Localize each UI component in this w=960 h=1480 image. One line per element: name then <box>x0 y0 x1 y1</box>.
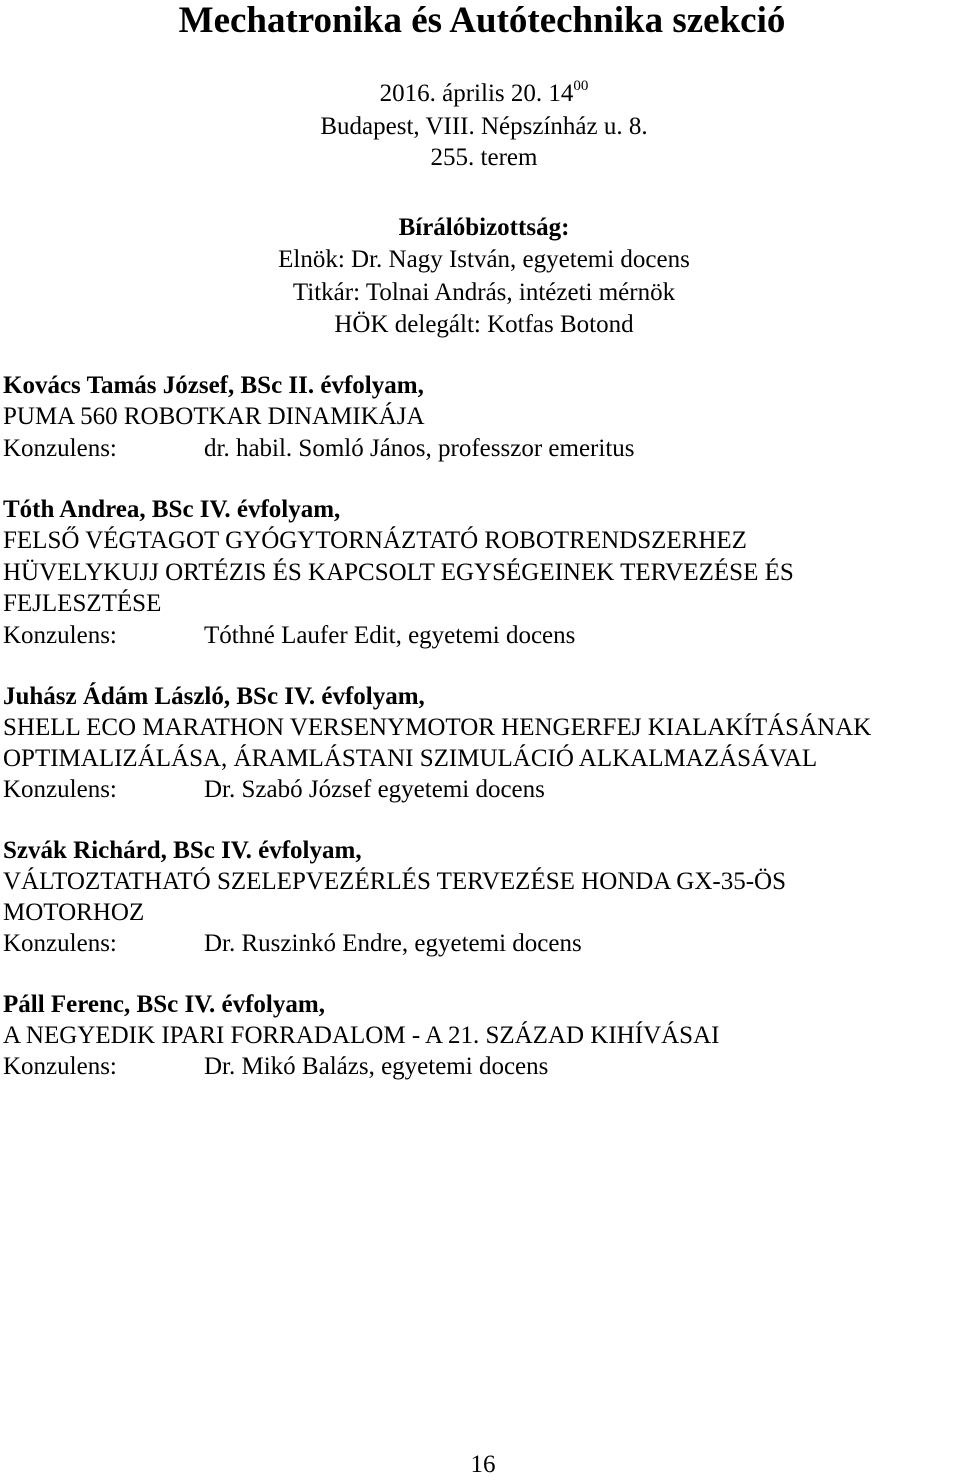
entry-author: Juhász Ádám László, BSc IV. évfolyam, <box>3 683 425 710</box>
entry-title-line: FEJLESZTÉSE <box>3 590 162 617</box>
entry-consultant <box>3 929 953 959</box>
committee-chair: Elnök: Dr. Nagy István, egyetemi docens <box>278 246 690 273</box>
entry-title-line: SHELL ECO MARATHON VERSENYMOTOR HENGERFEJ KIALAKÍTÁSÁNAK <box>3 714 872 741</box>
consultant-name: dr. habil. Somló János, professzor emeritus <box>204 435 635 462</box>
committee-secretary: Titkár: Tolnai András, intézeti mérnök <box>292 279 676 306</box>
consultant-label: Konzulens: <box>3 930 117 957</box>
session-room: 255. terem <box>430 144 538 171</box>
entry-author: Tóth Andrea, BSc IV. évfolyam, <box>3 496 341 523</box>
consultant-label: Konzulens: <box>3 435 117 462</box>
consultant-name: Dr. Mikó Balázs, egyetemi docens <box>204 1053 549 1080</box>
entry-author: Szvák Richárd, BSc IV. évfolyam, <box>3 837 362 864</box>
entry-author: Kovács Tamás József, BSc II. évfolyam, <box>3 372 424 399</box>
session-time-superscript: 00 <box>573 78 589 94</box>
entry-title-line: OPTIMALIZÁLÁSA, ÁRAMLÁSTANI SZIMULÁCIÓ ALKALMAZÁSÁVAL <box>3 745 818 772</box>
entry-title-line: FELSŐ VÉGTAGOT GYÓGYTORNÁZTATÓ ROBOTRENDSZERHEZ <box>3 527 747 554</box>
page-title: Mechatronika és Autótechnika szekció <box>178 0 786 41</box>
entry-title-line: PUMA 560 ROBOTKAR DINAMIKÁJA <box>3 403 425 430</box>
entry-title-line: VÁLTOZTATHATÓ SZELEPVEZÉRLÉS TERVEZÉSE HONDA GX-35-ÖS <box>3 868 787 895</box>
session-date-text: 2016. április 20. 14 <box>379 80 574 107</box>
consultant-label: Konzulens: <box>3 1053 117 1080</box>
consultant-label: Konzulens: <box>3 622 117 649</box>
entry-consultant <box>3 1052 953 1082</box>
committee-student-delegate: HÖK delegált: Kotfas Botond <box>334 311 634 338</box>
session-address: Budapest, VIII. Népszínház u. 8. <box>320 113 648 140</box>
consultant-name: Dr. Ruszinkó Endre, egyetemi docens <box>204 930 582 957</box>
entry-title-line: A NEGYEDIK IPARI FORRADALOM - A 21. SZÁZAD KIHÍVÁSAI <box>3 1022 720 1049</box>
entry-consultant <box>3 621 953 651</box>
committee-heading: Bírálóbizottság: <box>398 214 570 241</box>
entry-consultant <box>3 775 953 805</box>
entry-consultant <box>3 434 953 464</box>
consultant-label: Konzulens: <box>3 776 117 803</box>
consultant-name: Tóthné Laufer Edit, egyetemi docens <box>204 622 576 649</box>
consultant-name: Dr. Szabó József egyetemi docens <box>204 776 545 803</box>
entry-title-line: HÜVELYKUJJ ORTÉZIS ÉS KAPCSOLT EGYSÉGEINEK TERVEZÉSE ÉS <box>3 559 794 586</box>
entry-author: Páll Ferenc, BSc IV. évfolyam, <box>3 991 325 1018</box>
entry-title-line: MOTORHOZ <box>3 899 145 926</box>
session-date <box>0 79 960 109</box>
page-number: 16 <box>470 1451 496 1478</box>
